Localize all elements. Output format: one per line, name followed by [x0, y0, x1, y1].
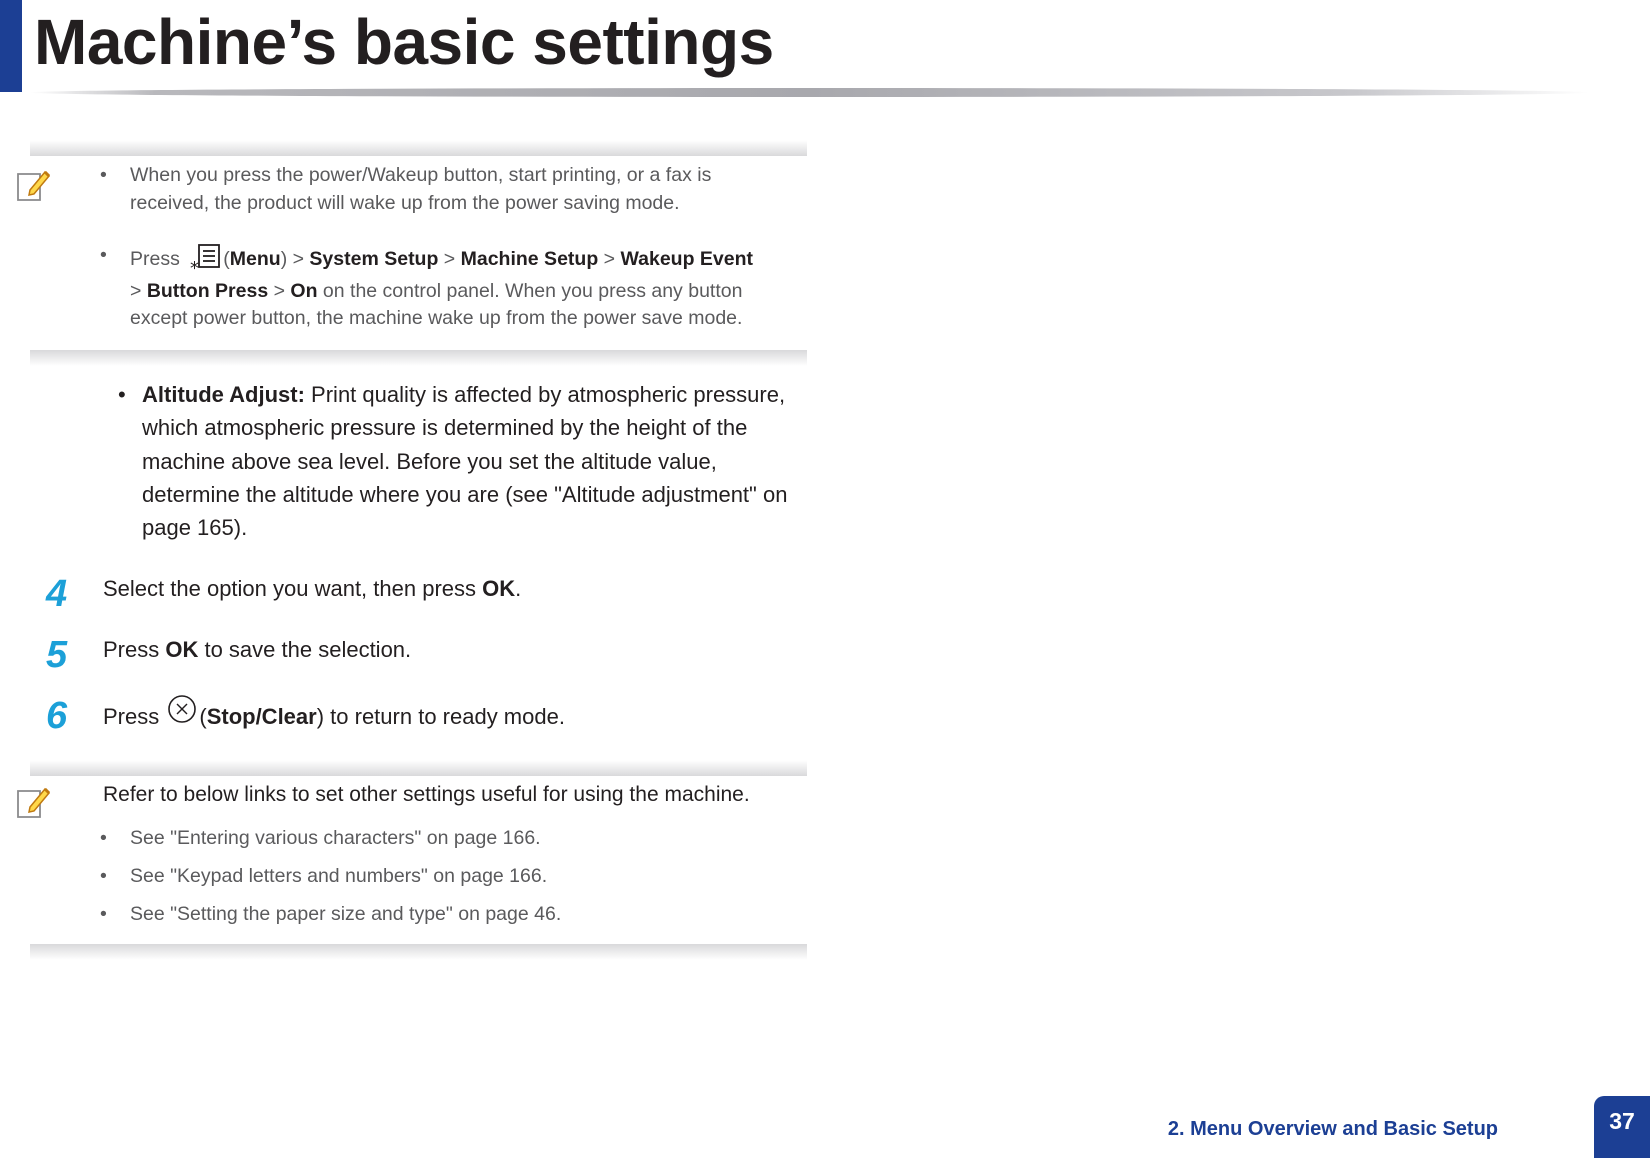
- bullet-text: except power button, the machine wake up from the power save mode.: [130, 307, 743, 329]
- bullet-text: When you press the power/Wakeup button, start printing, or a fax is: [130, 164, 712, 186]
- bullet-text: Press * (Menu) > System Setup > Machine Setup > Wakeup Event: [130, 241, 753, 275]
- pencil-note-icon: [14, 166, 52, 204]
- altitude-line-1: Altitude Adjust: Print quality is affected by atmospheric pressure,: [142, 382, 786, 407]
- svg-text:*: *: [190, 258, 200, 275]
- link-text[interactable]: See "Entering various characters" on page 166.: [130, 827, 541, 849]
- bullet-dot: •: [100, 903, 107, 925]
- altitude-line-3: machine above sea level. Before you set the altitude value,: [142, 449, 717, 474]
- link-text[interactable]: See "Keypad letters and numbers" on page 166.: [130, 865, 548, 887]
- altitude-line-4: determine the altitude where you are (see "Altitude adjustment" on: [142, 482, 788, 507]
- note-top-border: [30, 760, 807, 776]
- page-title: Machine’s basic settings: [34, 6, 774, 78]
- title-accent-bar: [0, 0, 22, 92]
- stop-clear-icon: [165, 694, 199, 728]
- bullet-dot: •: [100, 865, 107, 887]
- altitude-bullet-dot: •: [118, 382, 126, 407]
- footer-chapter-link[interactable]: 2. Menu Overview and Basic Setup: [1167, 1118, 1498, 1140]
- bullet-text: received, the product will wake up from the power saving mode.: [130, 192, 680, 214]
- link-text[interactable]: See "Setting the paper size and type" on page 46.: [130, 903, 562, 925]
- step-number-4: 4: [46, 573, 68, 615]
- step-6-text: Press (Stop/Clear) to return to ready mode.: [103, 694, 565, 733]
- step-5-text: Press OK to save the selection.: [103, 637, 412, 662]
- title-underline: [30, 88, 1590, 97]
- menu-icon: [189, 241, 223, 275]
- note-bottom-border: [30, 350, 807, 366]
- altitude-line-2: which atmospheric pressure is determined by the height of the: [142, 415, 748, 440]
- step-4-text: Select the option you want, then press OK.: [103, 576, 522, 601]
- bullet-text: > Button Press > On on the control panel. When you press any button: [130, 280, 743, 302]
- note2-intro: Refer to below links to set other settings useful for using the machine.: [103, 783, 750, 806]
- note-bottom-border: [30, 944, 807, 960]
- altitude-line-5: page 165).: [142, 515, 248, 540]
- bullet-dot: •: [100, 827, 107, 849]
- page-number: 37: [1594, 1096, 1650, 1158]
- note-top-border: [30, 140, 807, 156]
- step-number-6: 6: [46, 695, 68, 737]
- bullet-dot: •: [100, 164, 107, 186]
- bullet-dot: •: [100, 244, 107, 266]
- step-number-5: 5: [46, 634, 68, 676]
- pencil-note-icon: [14, 783, 52, 821]
